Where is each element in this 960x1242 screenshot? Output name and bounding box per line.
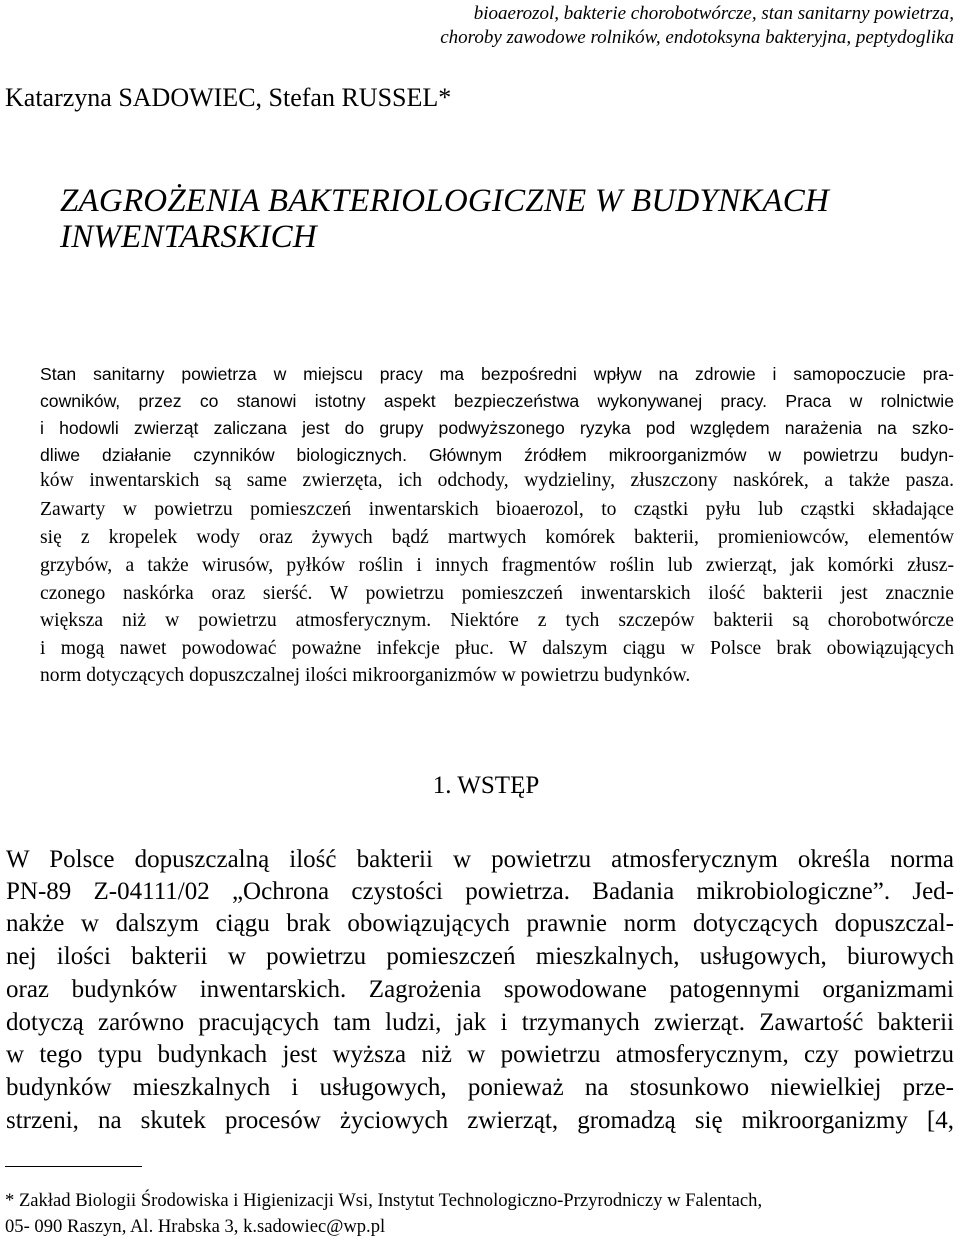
authors: Katarzyna SADOWIEC, Stefan RUSSEL*	[5, 83, 452, 112]
title-line-2: INWENTARSKICH	[60, 219, 317, 255]
abstract-line: cowników, przez co stanowi istotny aspekt bezpieczeństwa wykonywanej pracy. Praca w rolnictwie	[40, 391, 954, 411]
intro-line: nakże w dalszym ciągu brak obowiązujących prawnie norm dotyczących dopuszczal-	[6, 910, 954, 937]
keywords-line-2: choroby zawodowe rolników, endotoksyna bakteryjna, peptydoglika	[440, 27, 954, 48]
abstract-line: Zawarty w powietrzu pomieszczeń inwentarskich bioaerozol, to cząstki pyłu lub cząstki składające	[40, 499, 954, 520]
paper-title	[60, 183, 920, 255]
section-heading-text: 1. WSTĘP	[432, 772, 540, 799]
intro-line: W Polsce dopuszczalną ilość bakterii w powietrzu atmosferycznym określa norma	[6, 846, 954, 873]
footnote	[5, 1188, 955, 1240]
abstract-line: większa niż w powietrzu atmosferycznym. Niektóre z tych szczepów bakterii są chorobotwórcze	[40, 610, 954, 631]
footnote-line-1: * Zakład Biologii Środowiska i Higienizacji Wsi, Instytut Technologiczno-Przyrodniczy w Falentach,	[5, 1190, 763, 1211]
intro-line: strzeni, na skutek procesów życiowych zwierząt, gromadzą się mikroorganizmy [4,	[6, 1107, 954, 1134]
keywords-line-1: bioaerozol, bakterie chorobotwórcze, stan sanitarny powietrza,	[473, 3, 954, 24]
abstract-line: Stan sanitarny powietrza w miejscu pracy ma bezpośredni wpływ na zdrowie i samopoczucie pra-	[40, 364, 954, 384]
intro-line: dotyczą zarówno pracujących tam ludzi, jak i trzymanych zwierząt. Zawartość bakterii	[6, 1009, 954, 1036]
section-heading	[0, 771, 960, 801]
abstract-line: norm dotyczących dopuszczalnej ilości mikroorganizmów w powietrzu budynków.	[40, 665, 691, 686]
intro-line: w tego typu budynkach jest wyższa niż w powietrzu atmosferycznym, czy powietrzu	[6, 1041, 954, 1068]
footnote-separator	[5, 1166, 142, 1167]
intro-line: PN-89 Z-04111/02 „Ochrona czystości powietrza. Badania mikrobiologiczne”. Jed-	[6, 878, 954, 905]
footnote-line-2: 05- 090 Raszyn, Al. Hrabska 3, k.sadowiec@wp.pl	[5, 1216, 386, 1237]
intro-line: oraz budynków inwentarskich. Zagrożenia spowodowane patogennymi organizmami	[6, 976, 954, 1003]
abstract-line: się z kropelek wody oraz żywych bądź martwych komórek bakterii, promieniowców, elementów	[40, 527, 954, 548]
abstract-line: i hodowli zwierząt zaliczana jest do grupy podwyższonego ryzyka pod względem narażenia na szko-	[40, 418, 954, 438]
abstract-line: czonego naskórka oraz sierść. W powietrzu pomieszczeń inwentarskich ilość bakterii jest znacznie	[40, 583, 954, 604]
keywords	[314, 2, 954, 50]
title-line-1: ZAGROŻENIA BAKTERIOLOGICZNE W BUDYNKACH	[60, 183, 829, 219]
intro-line: budynków mieszkalnych i usługowych, ponieważ na stosunkowo niewielkiej prze-	[6, 1074, 954, 1101]
abstract-line: ków inwentarskich są same zwierzęta, ich odchody, wydzieliny, złuszczony naskórek, a także pasza.	[40, 470, 954, 491]
abstract-line: i mogą nawet powodować poważne infekcje płuc. W dalszym ciągu w Polsce brak obowiązujących	[40, 638, 954, 659]
intro-line: nej ilości bakterii w powietrzu pomieszczeń mieszkalnych, usługowych, biurowych	[6, 943, 954, 970]
abstract-line: dliwe działanie czynników biologicznych. Głównym źródłem mikroorganizmów w powietrzu budyn-	[40, 445, 954, 465]
abstract-line: grzybów, a także wirusów, pyłków roślin i innych fragmentów roślin lub zwierząt, jak komórki złusz-	[40, 555, 954, 576]
